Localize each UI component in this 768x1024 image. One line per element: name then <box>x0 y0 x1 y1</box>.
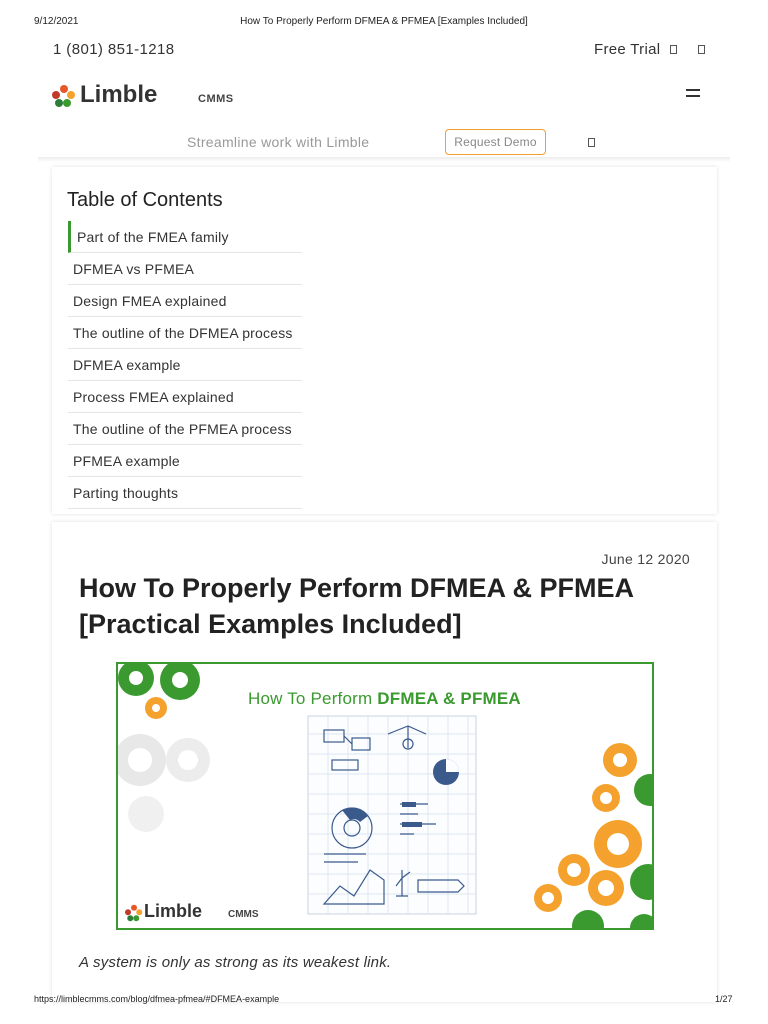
toc-list <box>68 221 302 509</box>
placeholder-box-icon[interactable] <box>698 45 705 54</box>
placeholder-box-icon[interactable] <box>670 45 677 54</box>
toc-item[interactable]: DFMEA example <box>68 349 302 381</box>
article-quote: A system is only as strong as its weakest link. <box>79 954 392 971</box>
cta-row <box>0 128 768 156</box>
hero-title: How To Perform DFMEA & PFMEA <box>248 689 521 708</box>
toc-item[interactable]: Design FMEA explained <box>68 285 302 317</box>
article-date: June 12 2020 <box>601 551 690 567</box>
article <box>52 522 717 1002</box>
streamline-text: Streamline work with Limble <box>187 134 370 150</box>
table-of-contents <box>52 167 717 514</box>
print-page-number: 1/27 <box>715 994 733 1004</box>
print-title: How To Properly Perform DFMEA & PFMEA [Examples Included] <box>240 16 528 27</box>
limble-logo-icon <box>125 904 143 922</box>
free-trial-link[interactable]: Free Trial <box>594 41 661 58</box>
request-demo-button[interactable]: Request Demo <box>445 129 546 155</box>
toc-item[interactable]: Process FMEA explained <box>68 381 302 413</box>
article-headline <box>79 570 689 642</box>
toc-item[interactable]: Part of the FMEA family <box>68 221 302 253</box>
toc-item[interactable]: DFMEA vs PFMEA <box>68 253 302 285</box>
toc-item[interactable]: The outline of the PFMEA process <box>68 413 302 445</box>
toc-item[interactable]: Parting thoughts <box>68 477 302 509</box>
headline-line-1: How To Properly Perform DFMEA & PFMEA <box>79 573 635 603</box>
hero-brand-name: Limble <box>144 901 203 921</box>
placeholder-box-icon[interactable] <box>588 138 595 147</box>
toc-item[interactable]: PFMEA example <box>68 445 302 477</box>
top-bar <box>0 40 768 62</box>
brand-name: Limble <box>80 81 158 108</box>
headline-line-2: [Practical Examples Included] <box>79 609 462 639</box>
print-header <box>0 16 768 30</box>
cta-divider <box>38 157 730 162</box>
hero-brand-suffix: CMMS <box>228 909 259 920</box>
print-footer <box>0 994 768 1008</box>
toc-item[interactable]: The outline of the DFMEA process <box>68 317 302 349</box>
toc-title: Table of Contents <box>67 189 223 211</box>
print-date: 9/12/2021 <box>34 16 79 27</box>
gear-icon <box>534 743 642 912</box>
phone-link[interactable]: 1 (801) 851-1218 <box>53 41 175 58</box>
brand-suffix: CMMS <box>198 93 234 105</box>
brand-logo[interactable] <box>52 81 234 109</box>
hero-image <box>116 662 654 930</box>
print-url: https://limblecmms.com/blog/dfmea-pfmea/#DFMEA-example <box>34 994 280 1004</box>
limble-logo-icon <box>52 84 76 108</box>
hamburger-menu-icon[interactable] <box>686 89 700 98</box>
